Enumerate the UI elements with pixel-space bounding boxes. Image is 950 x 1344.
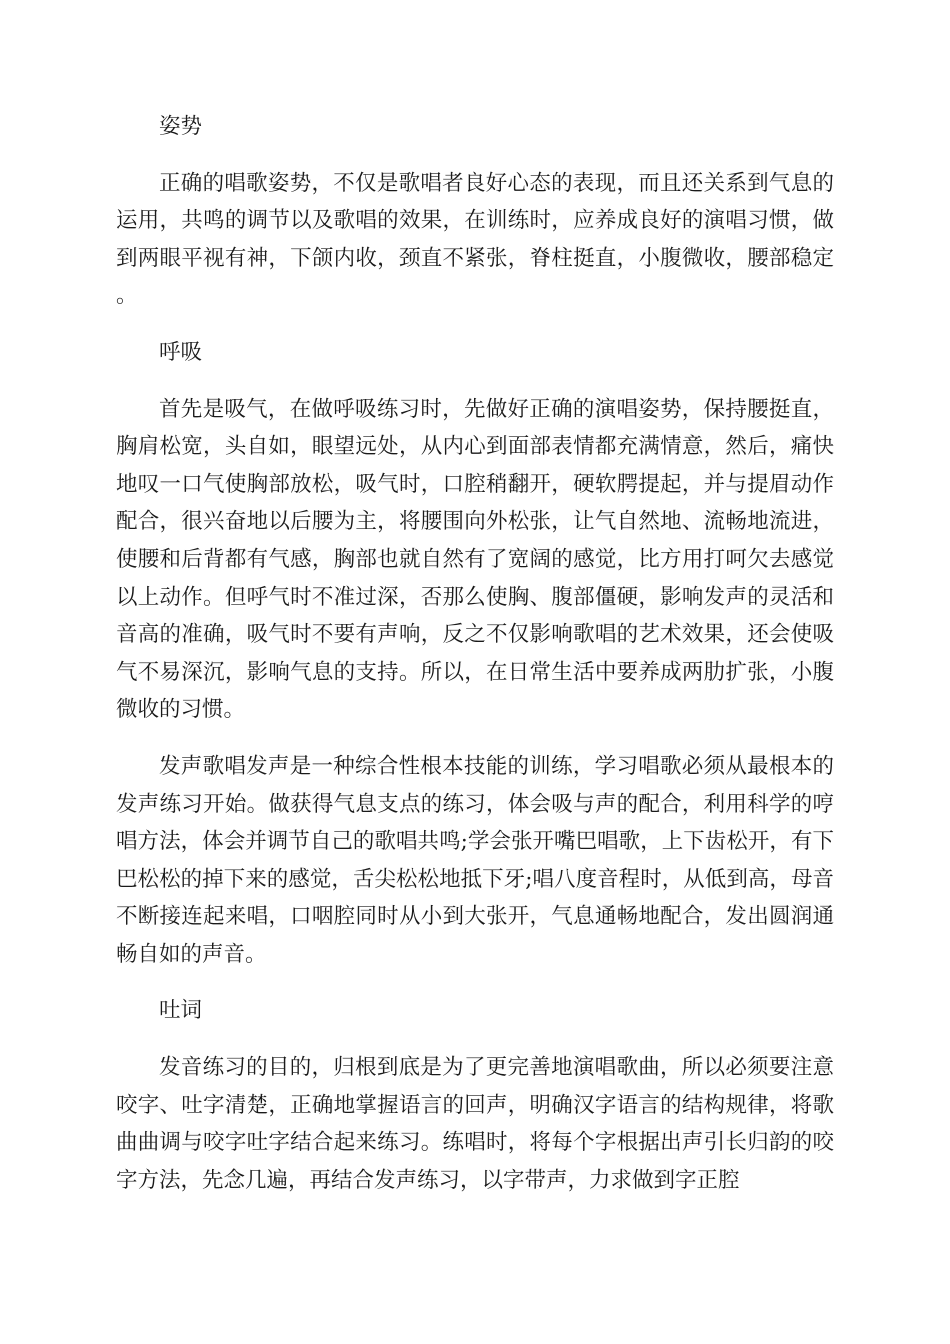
diction-paragraph: 发音练习的目的，归根到底是为了更完善地演唱歌曲，所以必须要注意咬字、吐字清楚，正确地掌握语言的回声，明确汉字语言的结构规律，将歌曲曲调与咬字吐字结合起来练习。练唱时，将每个字根据出声引长归韵的咬字方法，先念几遍，再结合发声练习，以字带声，力求做到字正腔 (116, 1055, 834, 1193)
vocalization-paragraph: 发声歌唱发声是一种综合性根本技能的训练，学习唱歌必须从最根本的发声练习开始。做获得气息支点的练习，体会吸与声的配合，利用科学的哼唱方法，体会并调节自己的歌唱共鸣;学会张开嘴巴唱歌，上下齿松开，有下巴松松的掉下来的感觉，舌尖松松地抵下牙;唱八度音程时，从低到高，母音不断接连起来唱，口咽腔同时从小到大张开，气息通畅地配合，发出圆润通畅自如的声音。 (116, 753, 834, 967)
section-heading-breathing: 呼吸 (159, 339, 203, 365)
document-page (116, 108, 834, 1218)
breathing-paragraph: 首先是吸气，在做呼吸练习时，先做好正确的演唱姿势，保持腰挺直，胸肩松宽，头自如，眼望远处，从内心到面部表情都充满情意，然后，痛快地叹一口气使胸部放松，吸气时，口腔稍翻开，硬软腭提起，并与提眉动作配合，很兴奋地以后腰为主，将腰围向外松张，让气自然地、流畅地流进，使腰和后背都有气感，胸部也就自然有了宽阔的感觉，比方用打呵欠去感觉以上动作。但呼气时不准过深，否那么使胸、腹部僵硬，影响发声的灵活和音高的准确，吸气时不要有声响，反之不仅影响歌唱的艺术效果，还会使吸气不易深沉，影响气息的支持。所以，在日常生活中要养成两肋扩张，小腹微收的习惯。 (116, 396, 834, 723)
posture-paragraph: 正确的唱歌姿势，不仅是歌唱者良好心态的表现，而且还关系到气息的运用，共鸣的调节以及歌唱的效果，在训练时，应养成良好的演唱习惯，做到两眼平视有神，下颌内收，颈直不紧张，脊柱挺直，小腹微收，腰部稳定。 (116, 170, 834, 309)
section-heading-diction: 吐词 (159, 998, 203, 1024)
section-heading-posture: 姿势 (159, 114, 203, 139)
